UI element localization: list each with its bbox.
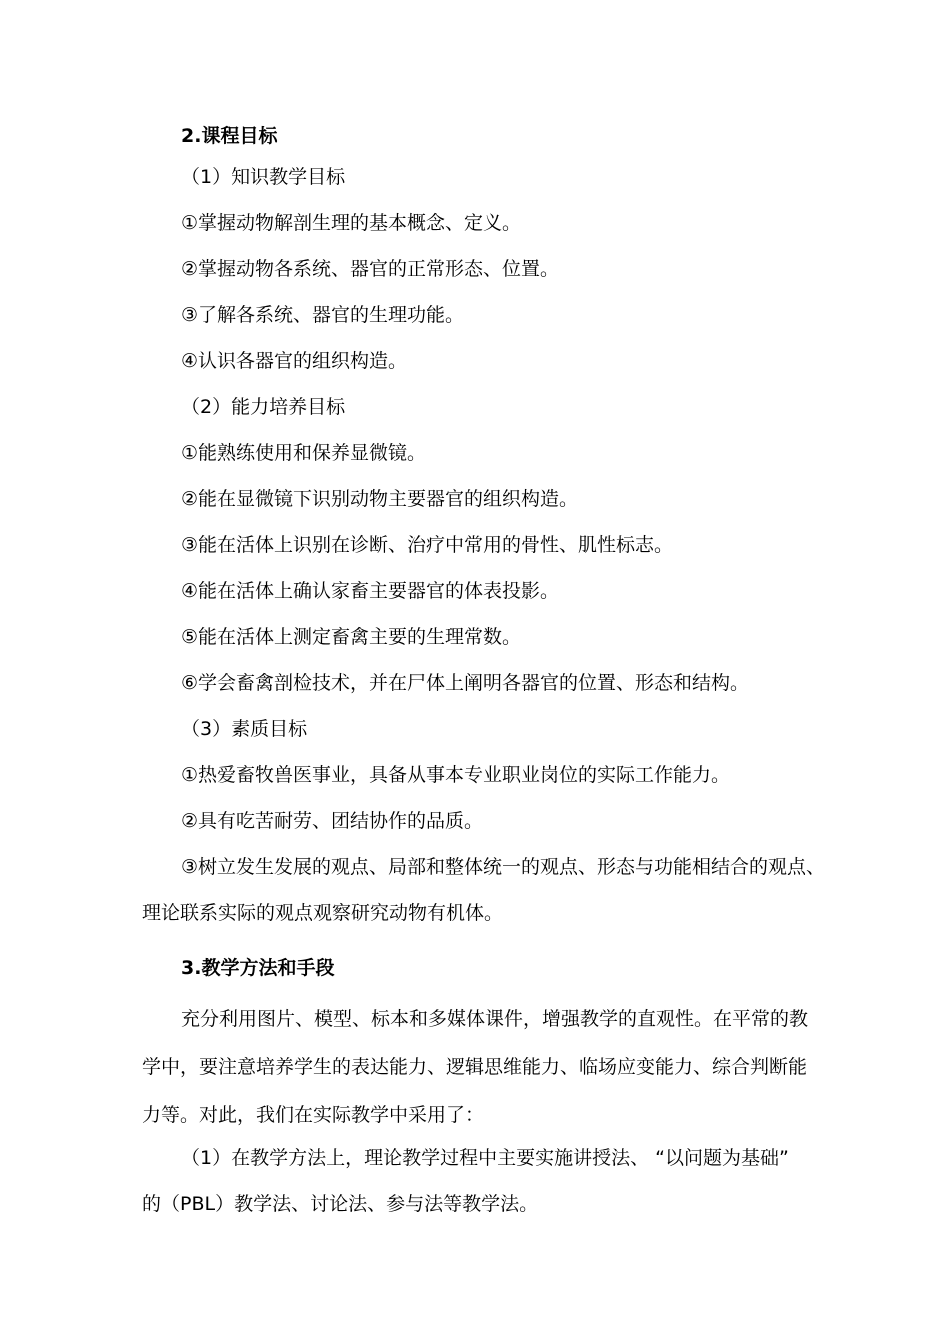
quality-goal-3-line-2: 理论联系实际的观点观察研究动物有机体。 bbox=[142, 902, 504, 924]
methods-paragraph-line-3: 力等。对此，我们在实际教学中采用了： bbox=[142, 1104, 485, 1126]
quality-goal-1: ①热爱畜牧兽医事业，具备从事本专业职业岗位的实际工作能力。 bbox=[181, 764, 731, 786]
knowledge-goal-3: ③了解各系统、器官的生理功能。 bbox=[181, 304, 465, 326]
teaching-methods-line-1: （1）在教学方法上，理论教学过程中主要实施讲授法、 “以问题为基础” bbox=[181, 1147, 789, 1169]
teaching-methods-line-2: 的（PBL）教学法、讨论法、参与法等教学法。 bbox=[142, 1193, 539, 1215]
ability-goal-5: ⑤能在活体上测定畜禽主要的生理常数。 bbox=[181, 626, 522, 648]
quality-goals-subheading: （3）素质目标 bbox=[181, 718, 308, 740]
methods-paragraph-line-1: 充分利用图片、模型、标本和多媒体课件，增强教学的直观性。在平常的教 bbox=[181, 1008, 809, 1030]
methods-paragraph-line-2: 学中，要注意培养学生的表达能力、逻辑思维能力、临场应变能力、综合判断能 bbox=[142, 1056, 808, 1078]
ability-goals-subheading: （2）能力培养目标 bbox=[181, 396, 346, 418]
section-3-heading: 3.教学方法和手段 bbox=[181, 957, 335, 979]
ability-goal-2: ②能在显微镜下识别动物主要器官的组织构造。 bbox=[181, 488, 579, 510]
ability-goal-3: ③能在活体上识别在诊断、治疗中常用的骨性、肌性标志。 bbox=[181, 534, 674, 556]
ability-goal-6: ⑥学会畜禽剖检技术，并在尸体上阐明各器官的位置、形态和结构。 bbox=[181, 672, 750, 694]
knowledge-goals-subheading: （1）知识教学目标 bbox=[181, 166, 346, 188]
knowledge-goal-2: ②掌握动物各系统、器官的正常形态、位置。 bbox=[181, 258, 560, 280]
ability-goal-1: ①能熟练使用和保养显微镜。 bbox=[181, 442, 427, 464]
knowledge-goal-4: ④认识各器官的组织构造。 bbox=[181, 350, 408, 372]
quality-goal-2: ②具有吃苦耐劳、团结协作的品质。 bbox=[181, 810, 484, 832]
quality-goal-3-line-1: ③树立发生发展的观点、局部和整体统一的观点、形态与功能相结合的观点、 bbox=[181, 856, 826, 878]
ability-goal-4: ④能在活体上确认家畜主要器官的体表投影。 bbox=[181, 580, 560, 602]
section-2-heading: 2.课程目标 bbox=[181, 125, 278, 147]
knowledge-goal-1: ①掌握动物解剖生理的基本概念、定义。 bbox=[181, 212, 522, 234]
